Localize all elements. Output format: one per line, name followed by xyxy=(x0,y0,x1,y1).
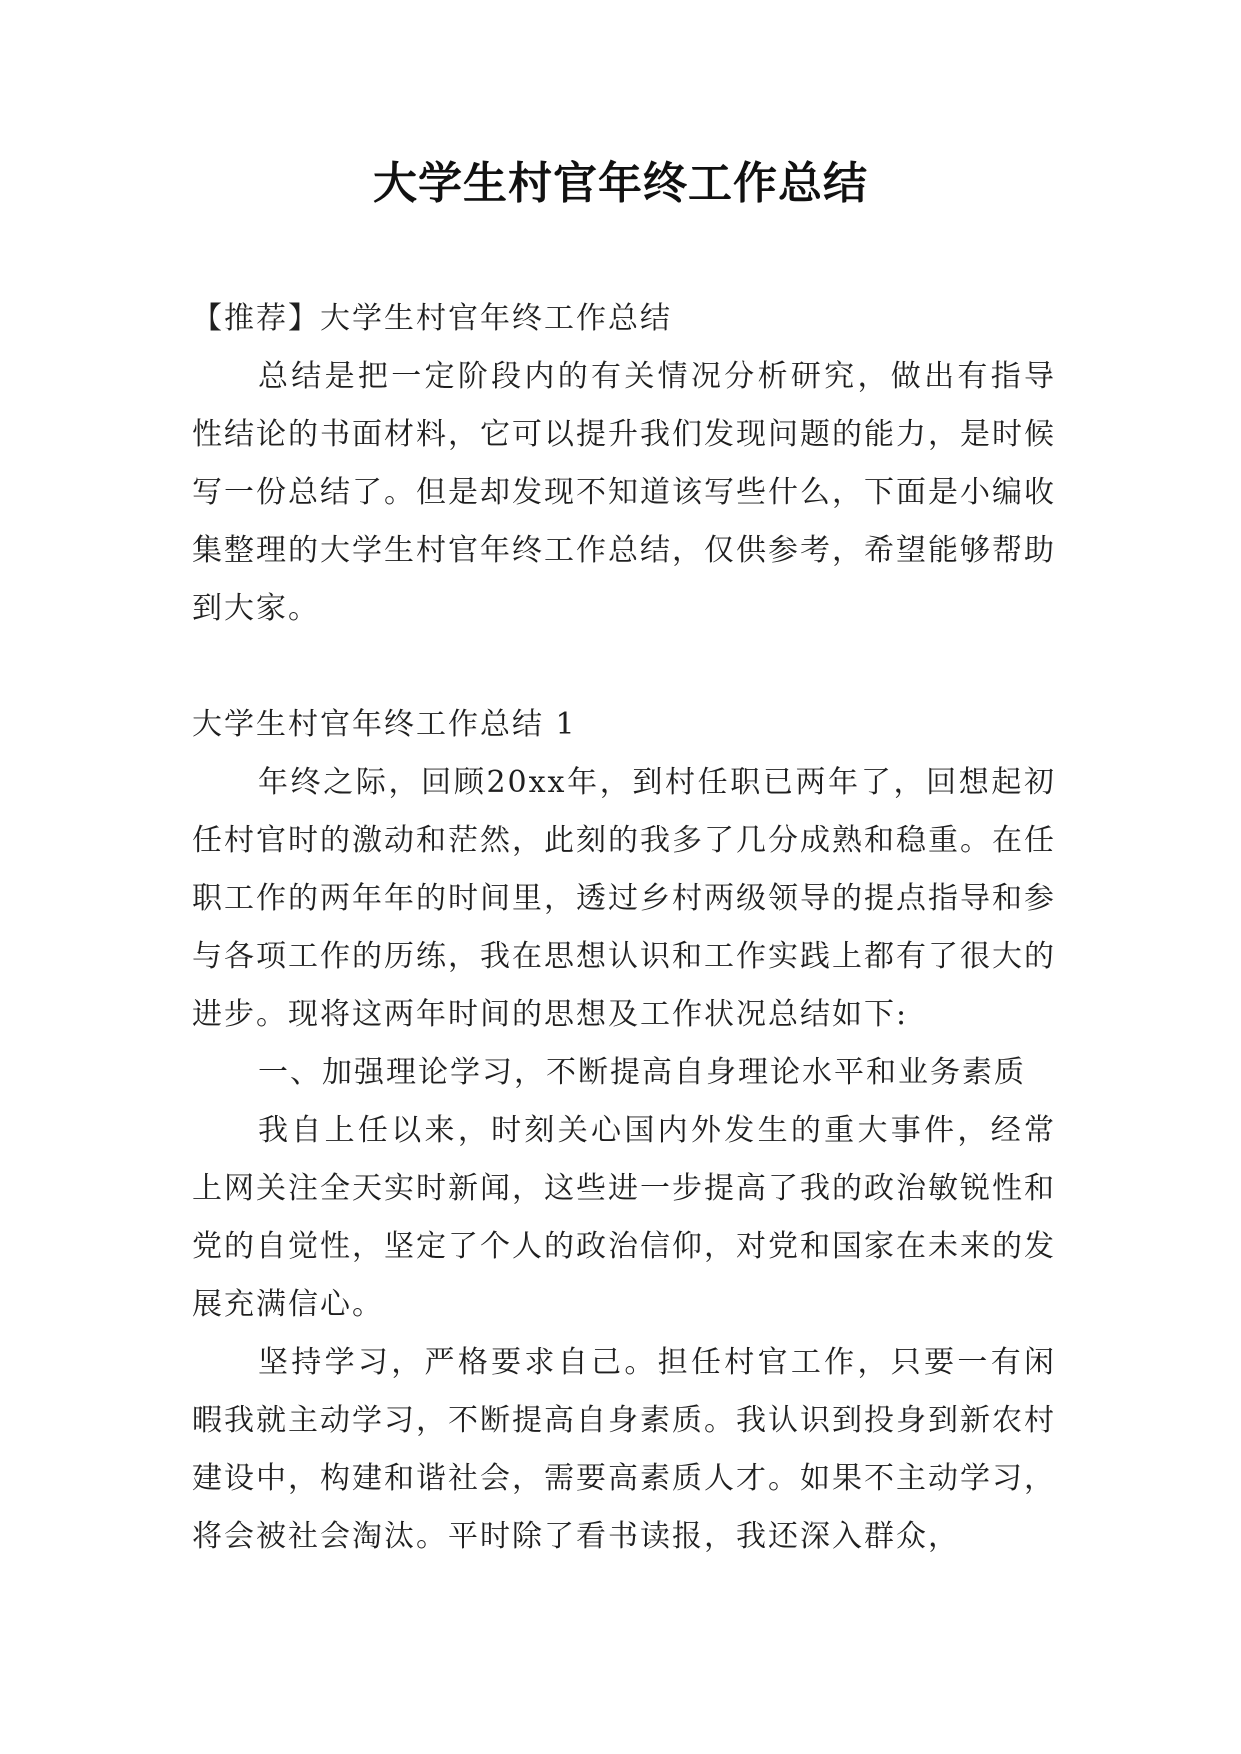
body-paragraph-3: 我自上任以来，时刻关心国内外发生的重大事件，经常上网关注全天实时新闻，这些进一步提高了我的政治敏锐性和党的自觉性，坚定了个人的政治信仰，对党和国家在未来的发展充满信心。 xyxy=(192,1113,1056,1322)
document-body xyxy=(192,290,1056,1566)
body-paragraph-4: 坚持学习，严格要求自己。担任村官工作，只要一有闲暇我就主动学习，不断提高自身素质。我认识到投身到新农村建设中，构建和谐社会，需要高素质人才。如果不主动学习，将会被社会淘汰。平时除了看书读报，我还深入群众， xyxy=(192,1345,1056,1554)
section-heading: 大学生村官年终工作总结 1 xyxy=(192,707,577,742)
document-title: 大学生村官年终工作总结 xyxy=(373,158,868,209)
recommend-line: 【推荐】大学生村官年终工作总结 xyxy=(192,301,672,336)
intro-paragraph: 总结是把一定阶段内的有关情况分析研究，做出有指导性结论的书面材料，它可以提升我们发现问题的能力，是时候写一份总结了。但是却发现不知道该写些什么，下面是小编收集整理的大学生村官年终工作总结，仅供参考，希望能够帮助到大家。 xyxy=(192,359,1056,626)
body-paragraph-2: 一、加强理论学习，不断提高自身理论水平和业务素质 xyxy=(258,1055,1026,1090)
paragraph-gap xyxy=(192,638,1056,696)
body-paragraph-1: 年终之际，回顾20xx年，到村任职已两年了，回想起初任村官时的激动和茫然，此刻的我多了几分成熟和稳重。在任职工作的两年年的时间里，透过乡村两级领导的提点指导和参与各项工作的历练，我在思想认识和工作实践上都有了很大的进步。现将这两年时间的思想及工作状况总结如下: xyxy=(192,765,1056,1032)
